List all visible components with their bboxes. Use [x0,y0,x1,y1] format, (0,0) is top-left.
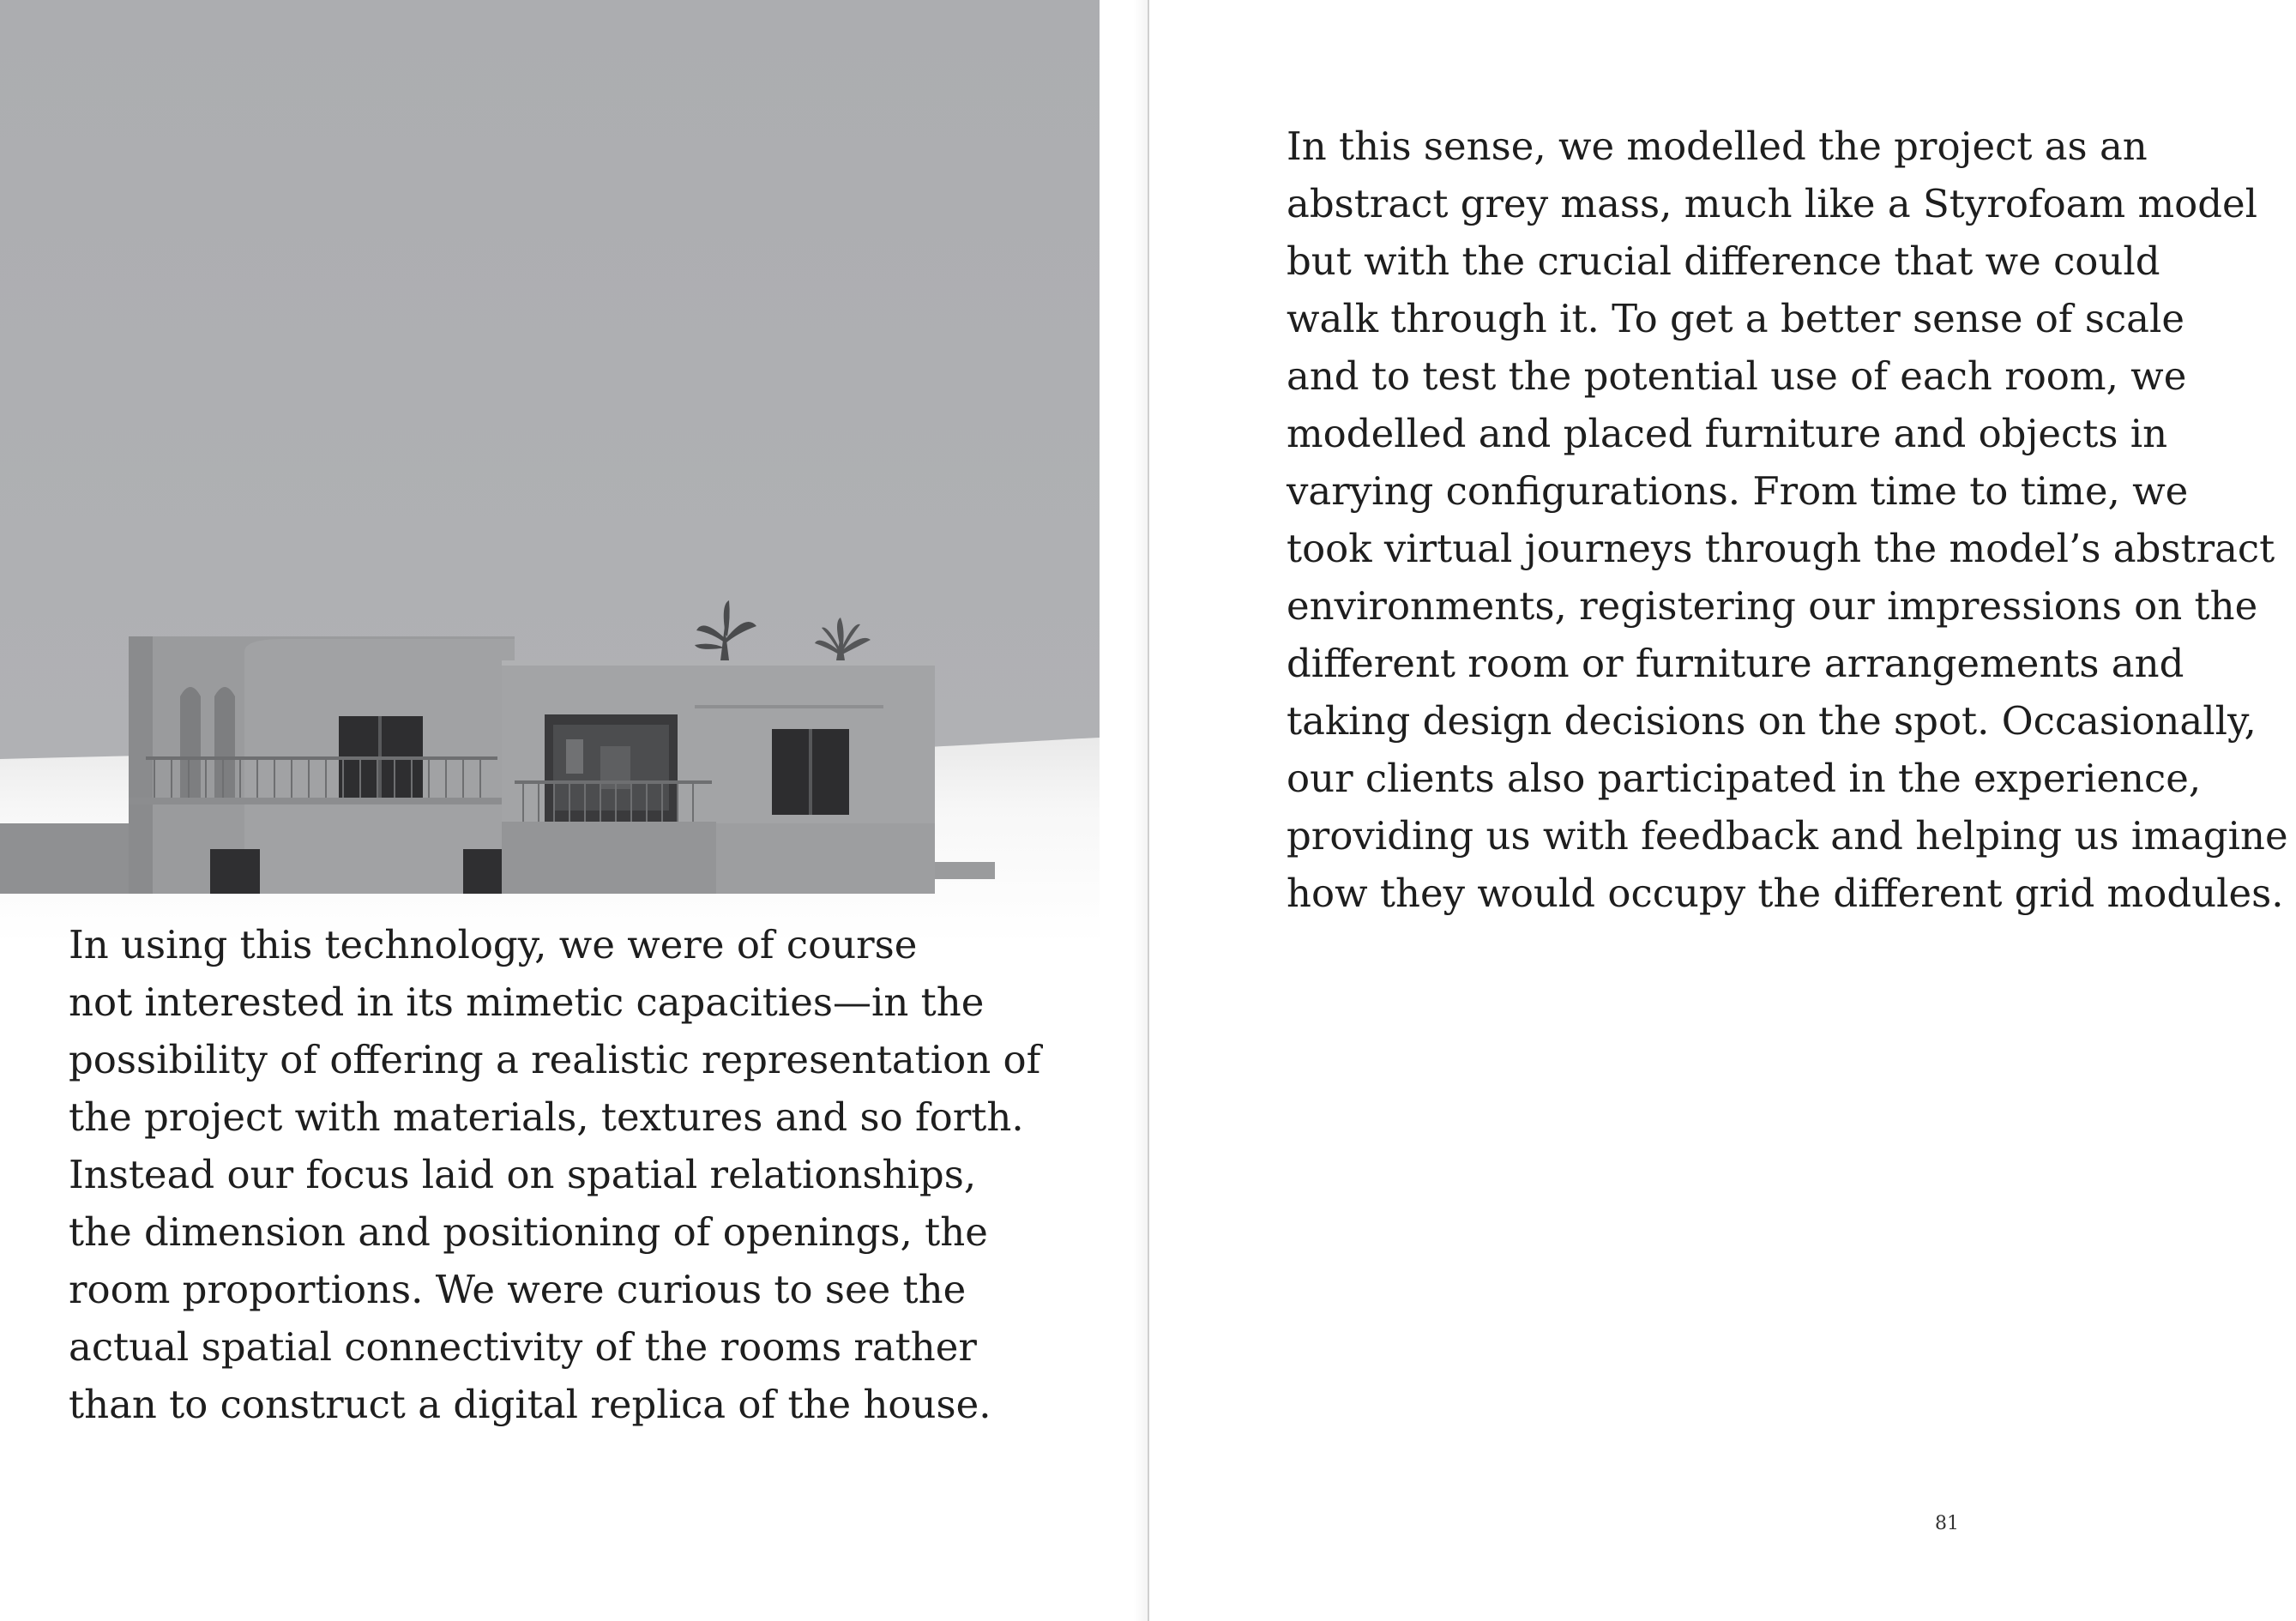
text-line: and to test the potential use of each room, we [1287,353,2187,399]
text-line: different room or furniture arrangements and [1287,641,2185,686]
house-render-image [0,0,1100,943]
text-line: how they would occupy the different grid modules. [1287,871,2284,916]
text-line: than to construct a digital replica of the house. [69,1382,991,1427]
text-line: providing us with feedback and helping us imagine [1287,813,2288,859]
right-page-paragraph [1287,118,2288,922]
text-line: actual spatial connectivity of the rooms rather [69,1324,977,1370]
text-line: Instead our focus laid on spatial relationships, [69,1152,977,1197]
text-line: the dimension and positioning of openings, the [69,1209,988,1255]
text-line: In using this technology, we were of course [69,922,918,967]
text-line: walk through it. To get a better sense of scale [1287,296,2185,341]
text-line: In this sense, we modelled the project as an [1287,124,2148,169]
text-line: room proportions. We were curious to see the [69,1267,967,1312]
text-line: the project with materials, textures and so forth. [69,1094,1024,1140]
right-page [1149,0,2296,1621]
text-line: our clients also participated in the experience, [1287,756,2202,801]
page-number: 81 [1935,1513,1959,1534]
text-line: environments, registering our impressions on the [1287,583,2258,629]
text-line: taking design decisions on the spot. Occasionally, [1287,698,2257,744]
left-page-paragraph [69,916,1055,1433]
text-line: modelled and placed furniture and objects in [1287,411,2168,456]
gutter-shadow [1100,0,1148,1621]
text-line: possibility of offering a realistic representation of [69,1037,1041,1082]
text-line: took virtual journeys through the model’s abstract [1287,526,2275,571]
text-line: not interested in its mimetic capacities—in the [69,979,985,1025]
text-line: abstract grey mass, much like a Styrofoam model [1287,181,2258,226]
left-page [0,0,1100,1621]
text-line: varying configurations. From time to time, we [1287,468,2189,514]
text-line: but with the crucial difference that we could [1287,238,2160,284]
